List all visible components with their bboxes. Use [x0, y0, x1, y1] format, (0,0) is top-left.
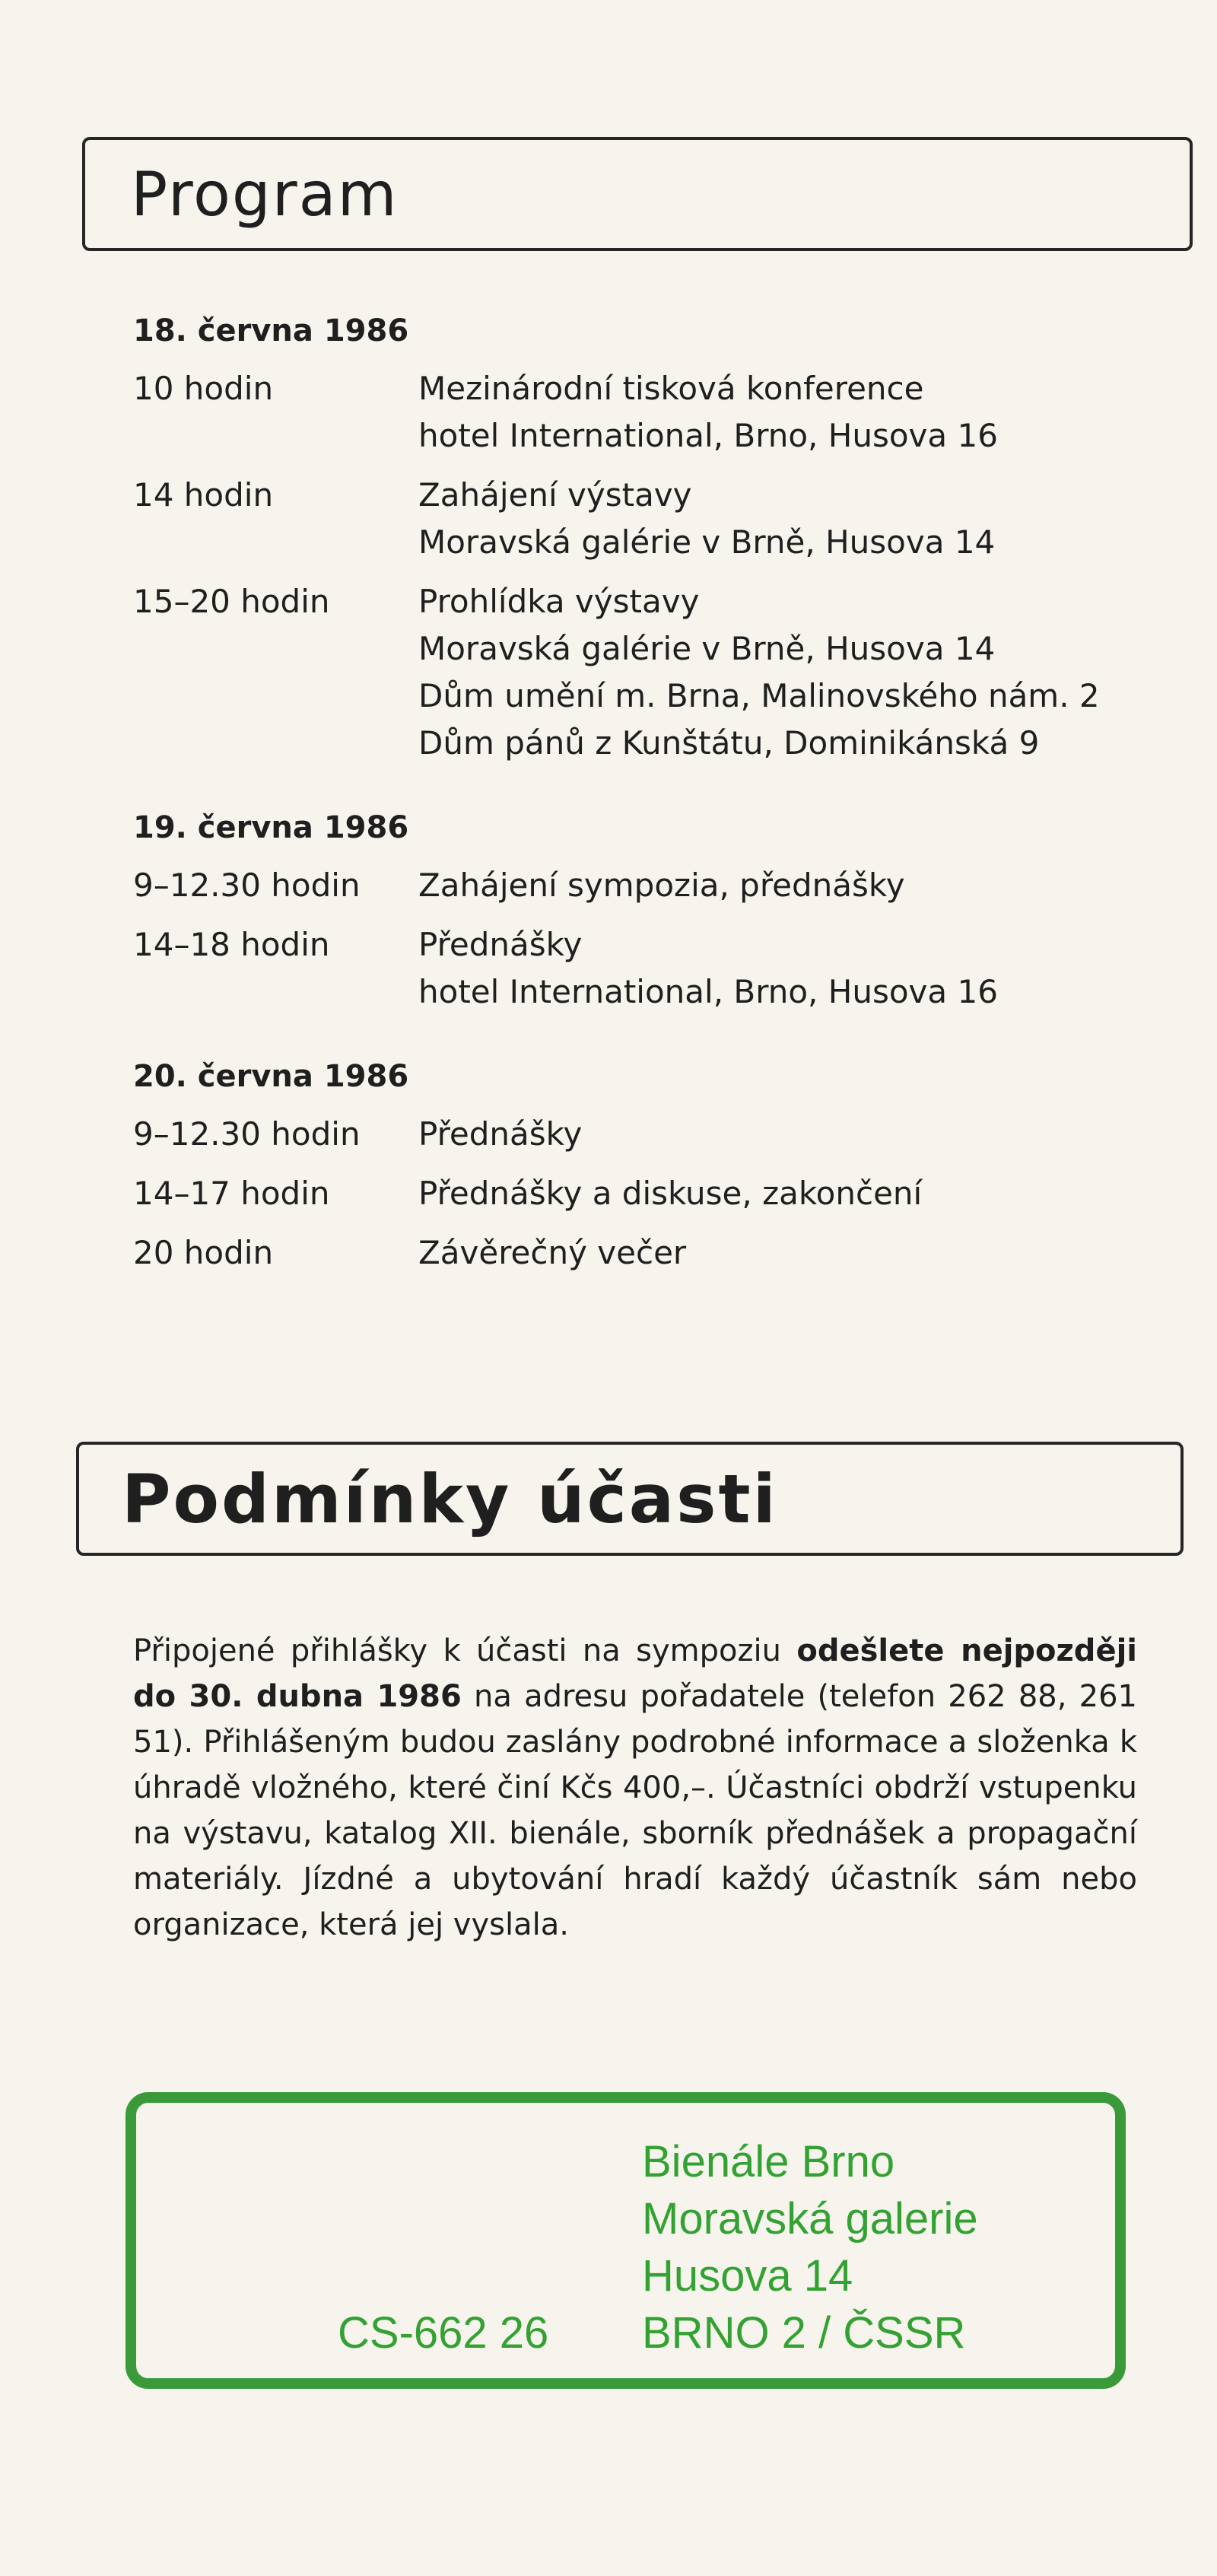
entry-description	[418, 578, 1100, 767]
entry-line: Přednášky	[418, 926, 583, 963]
address-line-city: BRNO 2 / ČSSR	[642, 2308, 966, 2358]
address-stamp	[126, 2092, 1126, 2389]
schedule-entry	[133, 862, 1122, 909]
day-block	[133, 1057, 1122, 1277]
entry-time: 14 hodin	[133, 476, 274, 514]
schedule-entry	[133, 365, 1122, 460]
entry-line: hotel International, Brno, Husova 16	[418, 417, 998, 454]
entry-time: 9–12.30 hodin	[133, 1115, 361, 1153]
entry-line: Dům pánů z Kunštátu, Dominikánská 9	[418, 724, 1040, 762]
entry-time: 20 hodin	[133, 1234, 274, 1271]
entry-line: Přednášky a diskuse, zakončení	[418, 1175, 923, 1212]
conditions-heading: Podmínky účasti	[122, 1459, 778, 1538]
address-line-gallery: Moravská galerie	[642, 2194, 978, 2244]
schedule-entry	[133, 1170, 1122, 1217]
entry-line: Moravská galérie v Brně, Husova 14	[418, 523, 996, 561]
entry-description	[418, 472, 995, 566]
entry-description	[418, 1170, 922, 1217]
entry-line: Mezinárodní tisková konference	[418, 370, 924, 407]
day-block	[133, 312, 1122, 767]
entry-time: 14–17 hodin	[133, 1175, 330, 1212]
program-heading-box	[82, 137, 1193, 251]
day-date: 20. června 1986	[133, 1059, 409, 1094]
conditions-heading-box	[76, 1442, 1184, 1556]
schedule-entry	[133, 1111, 1122, 1158]
address-lines	[642, 2133, 978, 2361]
entry-line: Moravská galérie v Brně, Husova 14	[418, 630, 996, 667]
conditions-text-part: na adresu pořadatele (telefon 262 88, 261 51). Přihlášeným budou zaslány podrobné informace a složenka k úhradě vložného, které činí Kčs 400,–. Účastníci obdrží vstupenku na výstavu, katalog XII. bienále, sborník přednášek a propagační materiály. Jízdné a ubytování hradí každý účastník sám nebo organizace, která jej vyslala.	[133, 1679, 1137, 1942]
entry-line: Zahájení výstavy	[418, 476, 692, 514]
address-postcode: CS-662 26	[338, 2308, 549, 2358]
entry-line: Prohlídka výstavy	[418, 583, 700, 620]
entry-line: hotel International, Brno, Husova 16	[418, 973, 998, 1010]
entry-description	[418, 1229, 686, 1277]
address-line-organizer: Bienále Brno	[642, 2137, 895, 2186]
address-line-street: Husova 14	[642, 2251, 853, 2301]
entry-time: 14–18 hodin	[133, 926, 330, 963]
entry-description	[418, 862, 905, 909]
schedule-entry	[133, 921, 1122, 1016]
entry-line: Zahájení sympozia, přednášky	[418, 867, 905, 904]
conditions-deadline: odešlete nejpozději do 30. dubna 1986	[133, 1633, 1137, 1714]
entry-description	[418, 1111, 582, 1158]
entry-line: Dům umění m. Brna, Malinovského nám. 2	[418, 677, 1100, 714]
entry-line: Přednášky	[418, 1115, 583, 1153]
schedule-entry	[133, 1229, 1122, 1277]
day-block	[133, 809, 1122, 1016]
entry-line: Závěrečný večer	[418, 1234, 687, 1271]
conditions-text-part: Připojené přihlášky k účasti na sympoziu	[133, 1633, 797, 1668]
day-date: 18. června 1986	[133, 313, 409, 348]
program-schedule	[133, 312, 1122, 1318]
entry-description	[418, 921, 998, 1016]
entry-description	[418, 365, 998, 460]
schedule-entry	[133, 472, 1122, 566]
conditions-paragraph	[133, 1628, 1137, 1948]
day-date: 19. června 1986	[133, 810, 409, 845]
schedule-entry	[133, 578, 1122, 767]
entry-time: 9–12.30 hodin	[133, 867, 361, 904]
program-heading: Program	[131, 158, 399, 230]
entry-time: 10 hodin	[133, 370, 274, 407]
entry-time: 15–20 hodin	[133, 583, 330, 620]
